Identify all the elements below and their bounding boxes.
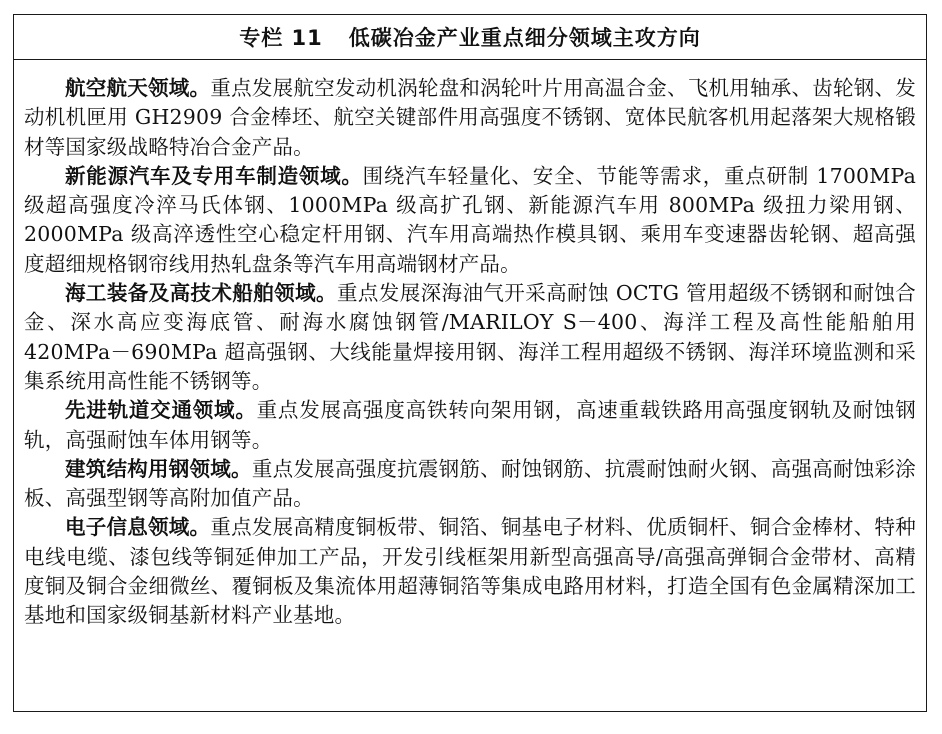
section-text: 重点发展高强度高铁转向架用钢，高速重载铁路用高强度钢轨及耐蚀钢轨，高强耐蚀车体用钢等。 (24, 398, 916, 452)
column-title: 低碳冶金产业重点细分领域主攻方向 (348, 26, 701, 50)
section-text: 重点发展高精度铜板带、铜箔、铜基电子材料、优质铜杆、铜合金棒材、特种电线电缆、漆包线等铜延伸加工产品，开发引线框架用新型高强高导/高强高弹铜合金带材、高精度铜及铜合金细微丝、覆铜板及集流体用超薄铜箔等集成电路用材料，打造全国有色金属精深加工基地和国家级铜基新材料产业基地。 (24, 515, 916, 628)
section-heading: 海工装备及高技术船舶领域。 (65, 281, 337, 306)
section-heading: 先进轨道交通领域。 (65, 398, 257, 423)
section-construction-steel (24, 455, 916, 514)
section-electronics (24, 513, 916, 630)
section-heading: 电子信息领域。 (65, 515, 211, 540)
section-heading: 新能源汽车及专用车制造领域。 (65, 163, 363, 188)
section-new-energy-vehicles (24, 162, 916, 279)
section-text: 重点发展高强度抗震钢筋、耐蚀钢筋、抗震耐蚀耐火钢、高强高耐蚀彩涂板、高强型钢等高附加值产品。 (24, 456, 916, 511)
column-body (14, 60, 926, 631)
section-text: 重点发展深海油气开采高耐蚀 OCTG 管用超级不锈钢和耐蚀合金、深水高应变海底管、耐海水腐蚀钢管/MARILOY S－400、海洋工程及高性能船舶用 420MPa－690MPa 超高强钢、大线能量焊接用钢、海洋工程用超级不锈钢、海洋环境监测和采集系统用高性能不锈钢等。 (24, 281, 916, 393)
section-text: 重点发展航空发动机涡轮盘和涡轮叶片用高温合金、飞机用轴承、齿轮钢、发动机机匣用 GH2909 合金棒坯、航空关键部件用高强度不锈钢、宽体民航客机用起落架大规格锻材等国家级战略特冶合金产品。 (24, 76, 916, 159)
section-heading: 航空航天领域。 (65, 76, 211, 100)
column-header (14, 15, 926, 60)
section-marine-shipbuilding (24, 279, 916, 396)
section-text: 围绕汽车轻量化、安全、节能等需求，重点研制 1700MPa 级超高强度冷淬马氏体钢、1000MPa 级高扩孔钢、新能源汽车用 800MPa 级扭力梁用钢、2000MPa 级高淬透性空心稳定杆用钢、汽车用高端热作模具钢、乘用车变速器齿轮钢、超高强度超细规格钢帘线用热轧盘条等汽车用高端钢材产品。 (24, 163, 916, 276)
section-heading: 建筑结构用钢领域。 (65, 456, 252, 481)
column-label: 专栏 11 (239, 26, 323, 50)
column-box (13, 14, 927, 712)
section-rail-transit (24, 396, 916, 455)
section-aerospace (24, 74, 916, 162)
